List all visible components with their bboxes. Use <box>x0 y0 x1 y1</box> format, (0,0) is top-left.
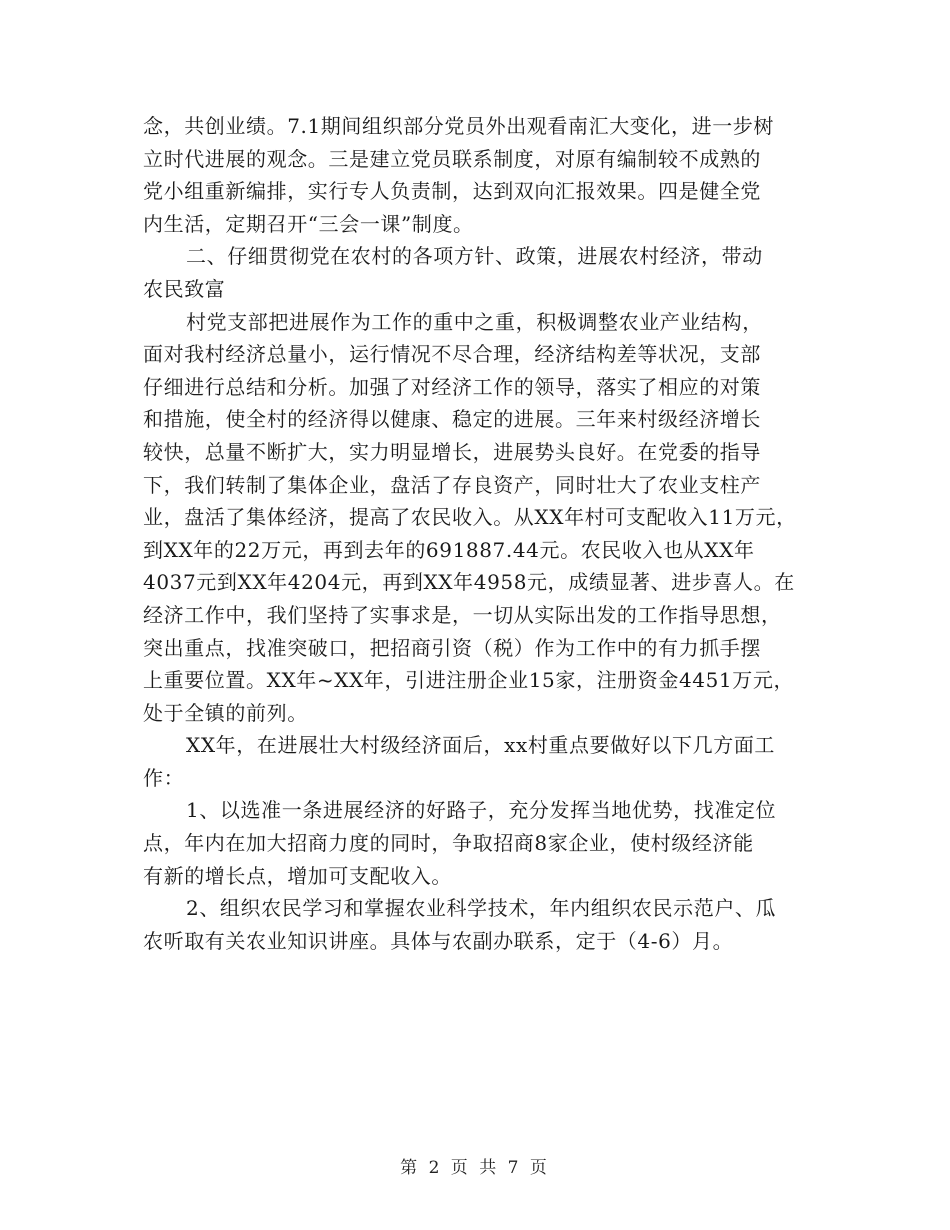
text-line: 作： <box>143 765 185 790</box>
text-line: 农听取有关农业知识讲座。具体与农副办联系，定于（4-6）月。 <box>143 928 734 953</box>
document-body <box>143 110 833 957</box>
text-line: 内生活，定期召开“三会一课”制度。 <box>143 211 474 236</box>
text-line: 处于全镇的前列。 <box>143 700 308 725</box>
text-line: 党小组重新编排，实行专人负责制，达到双向汇报效果。四是健全党 <box>143 179 761 204</box>
text-line: 村党支部把进展作为工作的重中之重，积极调整农业产业结构， <box>186 309 763 334</box>
text-line: 突出重点，找准突破口，把招商引资（税）作为工作中的有力抓手摆 <box>143 635 761 660</box>
text-line: 念，共创业绩。7.1期间组织部分党员外出观看南汇大变化，进一步树 <box>143 114 775 138</box>
text-line: 立时代进展的观念。三是建立党员联系制度，对原有编制较不成熟的 <box>143 146 761 171</box>
text-line: 4037元到XX年4204元，再到XX年4958元，成绩显著、进步喜人。在 <box>143 570 795 595</box>
text-line: 点，年内在加大招商力度的同时，争取招商8家企业，使村级经济能 <box>143 831 754 856</box>
text-line: 二、仔细贯彻党在农村的各项方针、政策，进展农村经济，带动 <box>186 244 763 269</box>
text-line: 农民致富 <box>143 276 226 301</box>
text-line: 仔细进行总结和分析。加强了对经济工作的领导，落实了相应的对策 <box>143 374 761 399</box>
text-line: 经济工作中，我们坚持了实事求是，一切从实际出发的工作指导思想， <box>143 602 782 627</box>
text-line: 上重要位置。XX年~XX年，引进注册企业15家，注册资金4451万元， <box>143 668 795 693</box>
text-line: 下，我们转制了集体企业，盘活了存良资产，同时壮大了农业支柱产 <box>143 472 761 497</box>
text-line: 到XX年的22万元，再到去年的691887.44元。农民收入也从XX年 <box>143 537 755 562</box>
text-line: XX年，在进展壮大村级经济面后，xx村重点要做好以下几方面工 <box>186 733 776 758</box>
text-line: 有新的增长点，增加可支配收入。 <box>143 863 452 888</box>
text-line: 2、组织农民学习和掌握农业科学技术，年内组织农民示范户、瓜 <box>186 896 777 921</box>
text-line: 业，盘活了集体经济，提高了农民收入。从XX年村可支配收入11万元， <box>143 505 797 530</box>
text-line: 1、以选准一条进展经济的好路子，充分发挥当地优势，找准定位 <box>186 798 777 823</box>
page-footer: 第 2 页 共 7 页 <box>400 1158 550 1178</box>
text-line: 面对我村经济总量小，运行情况不尽合理，经济结构差等状况，支部 <box>143 342 761 367</box>
text-line: 较快，总量不断扩大，实力明显增长，进展势头良好。在党委的指导 <box>143 439 761 464</box>
text-line: 和措施，使全村的经济得以健康、稳定的进展。三年来村级经济增长 <box>143 407 761 432</box>
